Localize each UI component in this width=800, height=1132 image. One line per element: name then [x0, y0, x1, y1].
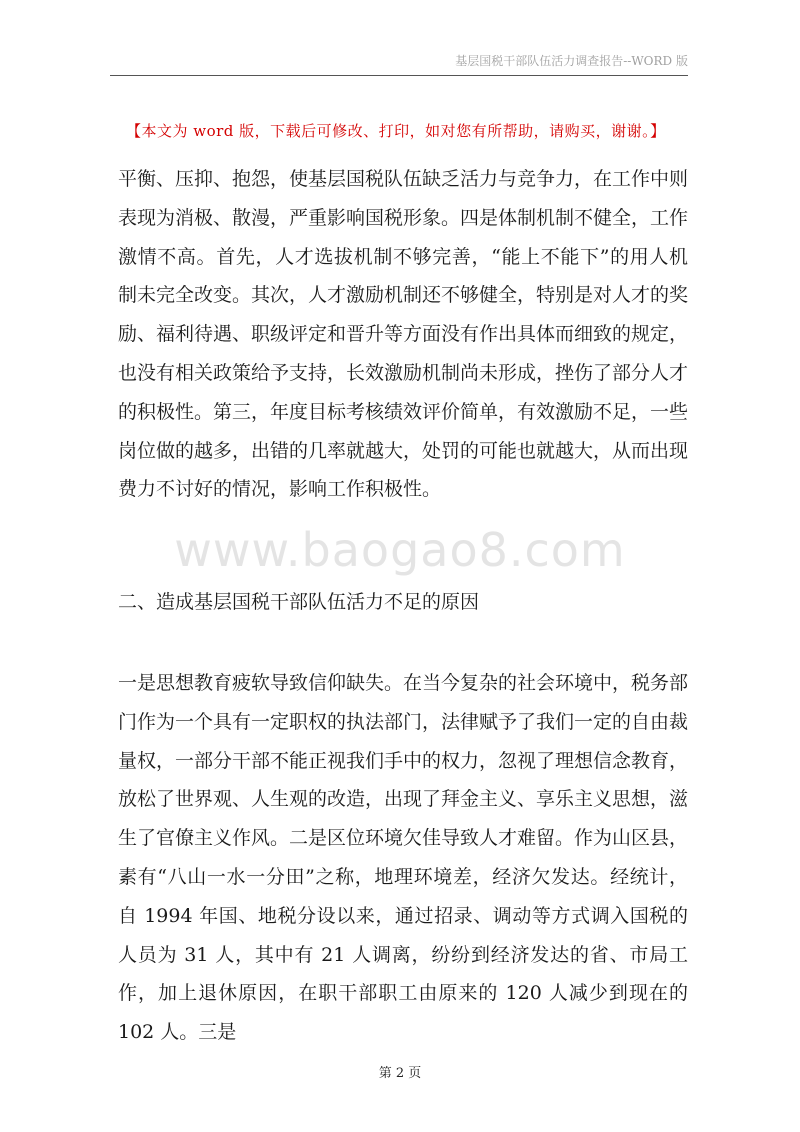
site-watermark: www.baogao8.com — [174, 523, 626, 577]
document-header-title: 基层国税干部队伍活力调查报告--WORD 版 — [455, 54, 688, 68]
section-heading: 二、造成基层国税干部队伍活力不足的原因 — [118, 591, 480, 613]
body-paragraph: 平衡、压抑、抱怨，使基层国税队伍缺乏活力与竞争力，在工作中则表现为消极、散漫，严重影响国税形象。四是体制机制不健全，工作激情不高。首先，人才选拔机制不够完善，“能上不能下”的用人机制未完全改变。其次，人才激励机制还不够健全，特别是对人才的奖励、福利待遇、职级评定和晋升等方面没有作出具体而细致的规定，也没有相关政策给予支持，长效激励机制尚未形成，挫伤了部分人才的积极性。第三，年度目标考核绩效评价简单，有效激励不足，一些岗位做的越多，出错的几率就越大，处罚的可能也就越大，从而出现费力不讨好的情况，影响工作积极性。 — [118, 168, 689, 501]
purchase-notice: 【本文为 word 版，下载后可修改、打印，如对您有所帮助，请购买，谢谢。】 — [126, 122, 666, 140]
body-paragraph: 一是思想教育疲软导致信仰缺失。在当今复杂的社会环境中，税务部门作为一个具有一定职权的执法部门，法律赋予了我们一定的自由裁量权，一部分干部不能正视我们手中的权力，忽视了理想信念教育，放松了世界观、人生观的改造，出现了拜金主义、享乐主义思想，滋生了官僚主义作风。二是区位环境欠佳导致人才难留。作为山区县，素有“八山一水一分田”之称，地理环境差，经济欠发达。经统计，自 1994 年国、地税分设以来，通过招录、调动等方式调入国税的人员为 31 人，其中有 21 人调离，纷纷到经济发达的省、市局工作，加上退休原因，在职干部职工由原来的 120 人减少到现在的 102 人。三是 — [118, 672, 689, 1044]
header-divider — [110, 75, 688, 76]
page-number: 第 2 页 — [378, 1066, 422, 1081]
